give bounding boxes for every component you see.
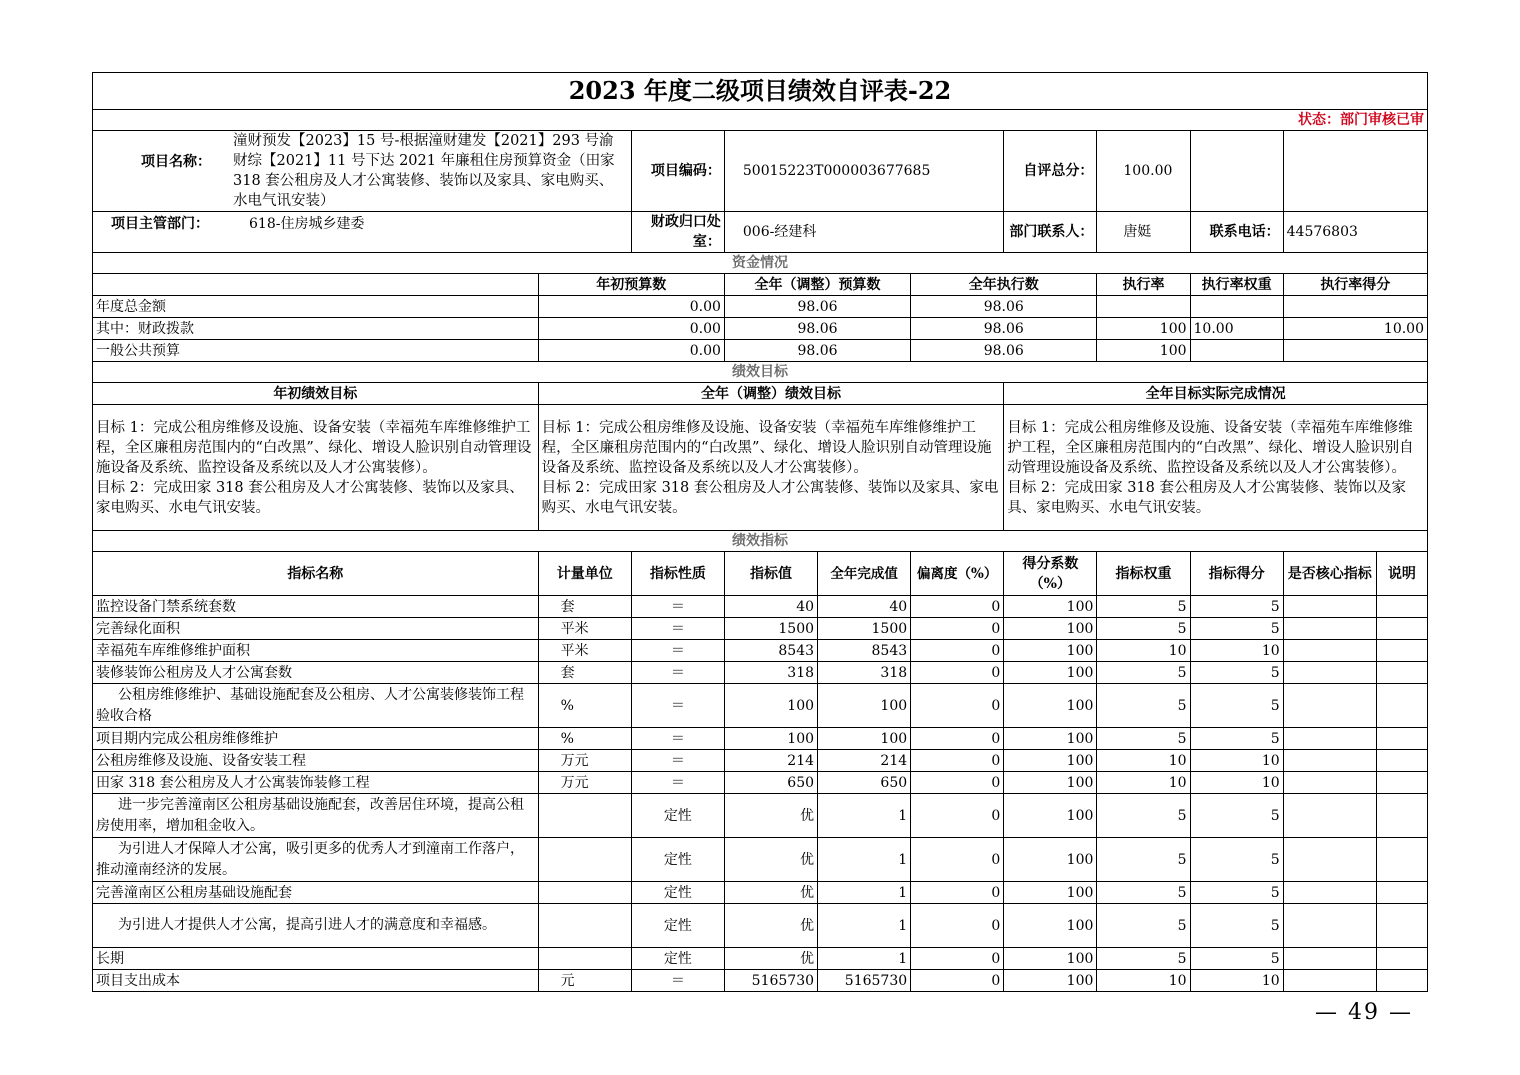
indicator-note bbox=[1376, 904, 1427, 948]
funds-adjusted: 98.06 bbox=[724, 340, 910, 362]
indicator-note bbox=[1376, 618, 1427, 640]
indicator-header-nature: 指标性质 bbox=[631, 552, 724, 596]
indicator-value: 40 bbox=[724, 596, 817, 618]
indicator-name: 完善潼南区公租房基础设施配套 bbox=[93, 882, 539, 904]
indicator-deviation: 0 bbox=[911, 970, 1004, 992]
indicator-coef: 100 bbox=[1004, 662, 1097, 684]
indicator-actual: 214 bbox=[818, 750, 911, 772]
indicator-core bbox=[1283, 596, 1376, 618]
funds-initial: 0.00 bbox=[538, 340, 724, 362]
indicator-header-actual: 全年完成值 bbox=[818, 552, 911, 596]
indicator-score: 5 bbox=[1190, 596, 1283, 618]
indicator-value: 优 bbox=[724, 904, 817, 948]
indicator-deviation: 0 bbox=[911, 750, 1004, 772]
indicator-coef: 100 bbox=[1004, 640, 1097, 662]
indicator-score: 10 bbox=[1190, 750, 1283, 772]
indicator-coef: 100 bbox=[1004, 838, 1097, 882]
indicator-row bbox=[93, 750, 1428, 772]
dept-cell bbox=[93, 212, 632, 253]
indicator-core bbox=[1283, 948, 1376, 970]
indicator-name: 完善绿化面积 bbox=[93, 618, 539, 640]
indicator-header-name: 指标名称 bbox=[93, 552, 539, 596]
indicator-core bbox=[1283, 618, 1376, 640]
funds-executed: 98.06 bbox=[911, 340, 1097, 362]
indicator-unit bbox=[538, 948, 631, 970]
indicator-row bbox=[93, 948, 1428, 970]
indicator-score: 10 bbox=[1190, 640, 1283, 662]
indicator-value: 318 bbox=[724, 662, 817, 684]
indicator-row bbox=[93, 640, 1428, 662]
indicator-score: 5 bbox=[1190, 684, 1283, 728]
indicator-note bbox=[1376, 970, 1427, 992]
indicator-core bbox=[1283, 882, 1376, 904]
indicator-actual: 100 bbox=[818, 684, 911, 728]
funds-row-name: 年度总金额 bbox=[93, 296, 539, 318]
indicator-score: 5 bbox=[1190, 794, 1283, 838]
indicator-row bbox=[93, 684, 1428, 728]
project-name-cell bbox=[93, 131, 632, 212]
indicator-unit: 平米 bbox=[538, 618, 631, 640]
indicator-score: 5 bbox=[1190, 662, 1283, 684]
indicator-score: 10 bbox=[1190, 970, 1283, 992]
indicator-value: 优 bbox=[724, 882, 817, 904]
indicator-row bbox=[93, 596, 1428, 618]
indicator-header-value: 指标值 bbox=[724, 552, 817, 596]
indicator-row bbox=[93, 618, 1428, 640]
indicator-name: 田家 318 套公租房及人才公寓装饰装修工程 bbox=[93, 772, 539, 794]
indicator-weight: 5 bbox=[1097, 794, 1190, 838]
indicator-unit bbox=[538, 838, 631, 882]
goals-header: 年初绩效目标 bbox=[93, 383, 539, 405]
indicator-name: 长期 bbox=[93, 948, 539, 970]
indicator-header-coef: 得分系数（%） bbox=[1004, 552, 1097, 596]
funds-executed: 98.06 bbox=[911, 318, 1097, 340]
indicator-name: 为引进人才保障人才公寓，吸引更多的优秀人才到潼南工作落户，推动潼南经济的发展。 bbox=[93, 838, 539, 882]
indicator-coef: 100 bbox=[1004, 772, 1097, 794]
indicator-core bbox=[1283, 640, 1376, 662]
indicator-score: 5 bbox=[1190, 882, 1283, 904]
indicator-deviation: 0 bbox=[911, 618, 1004, 640]
empty-cell bbox=[1190, 131, 1283, 212]
indicator-name: 项目期内完成公租房维修维护 bbox=[93, 728, 539, 750]
indicator-value: 214 bbox=[724, 750, 817, 772]
indicator-header-weight: 指标权重 bbox=[1097, 552, 1190, 596]
indicator-actual: 1 bbox=[818, 838, 911, 882]
indicator-value: 优 bbox=[724, 838, 817, 882]
indicators-section-title: 绩效指标 bbox=[93, 531, 1428, 552]
indicator-score: 5 bbox=[1190, 904, 1283, 948]
indicator-score: 5 bbox=[1190, 618, 1283, 640]
indicator-deviation: 0 bbox=[911, 794, 1004, 838]
indicator-deviation: 0 bbox=[911, 596, 1004, 618]
indicator-header-deviation: 偏离度（%） bbox=[911, 552, 1004, 596]
indicator-note bbox=[1376, 838, 1427, 882]
indicator-unit: 套 bbox=[538, 596, 631, 618]
indicator-value: 100 bbox=[724, 684, 817, 728]
goal-2-text: 目标 2：完成田家 318 套公租房及人才公寓装修、装饰以及家具、家电购买、水电气讯安装。 bbox=[96, 479, 524, 516]
score-label: 自评总分： bbox=[1004, 131, 1097, 212]
indicator-core bbox=[1283, 838, 1376, 882]
indicator-row bbox=[93, 970, 1428, 992]
funds-row bbox=[93, 340, 1428, 362]
indicator-coef: 100 bbox=[1004, 794, 1097, 838]
goals-section-title: 绩效目标 bbox=[93, 362, 1428, 383]
goal-2-text: 目标 2：完成田家 318 套公租房及人才公寓装修、装饰以及家具、家电购买、水电气讯安装。 bbox=[1007, 479, 1406, 516]
indicator-weight: 5 bbox=[1097, 948, 1190, 970]
indicator-note bbox=[1376, 662, 1427, 684]
indicator-note bbox=[1376, 596, 1427, 618]
indicator-nature: 定性 bbox=[631, 904, 724, 948]
indicator-unit bbox=[538, 904, 631, 948]
indicator-coef: 100 bbox=[1004, 596, 1097, 618]
funds-header: 全年（调整）预算数 bbox=[724, 274, 910, 296]
indicator-score: 5 bbox=[1190, 838, 1283, 882]
indicator-name: 公租房维修及设施、设备安装工程 bbox=[93, 750, 539, 772]
indicator-coef: 100 bbox=[1004, 728, 1097, 750]
goal-actual bbox=[1004, 405, 1428, 531]
indicator-core bbox=[1283, 750, 1376, 772]
indicator-unit bbox=[538, 882, 631, 904]
indicator-nature: ＝ bbox=[631, 772, 724, 794]
indicator-weight: 5 bbox=[1097, 662, 1190, 684]
indicator-row bbox=[93, 838, 1428, 882]
indicator-score: 5 bbox=[1190, 948, 1283, 970]
indicator-note bbox=[1376, 750, 1427, 772]
indicator-row bbox=[93, 794, 1428, 838]
goal-2-text: 目标 2：完成田家 318 套公租房及人才公寓装修、装饰以及家具、家电购买、水电气讯安装。 bbox=[541, 479, 999, 516]
indicator-actual: 5165730 bbox=[818, 970, 911, 992]
indicator-actual: 318 bbox=[818, 662, 911, 684]
goals-header: 全年（调整）绩效目标 bbox=[538, 383, 1004, 405]
indicator-row bbox=[93, 772, 1428, 794]
funds-score: 10.00 bbox=[1283, 318, 1427, 340]
funds-weight bbox=[1190, 296, 1283, 318]
goals-header: 全年目标实际完成情况 bbox=[1004, 383, 1428, 405]
indicator-deviation: 0 bbox=[911, 728, 1004, 750]
funds-adjusted: 98.06 bbox=[724, 296, 910, 318]
indicator-name: 装修装饰公租房及人才公寓套数 bbox=[93, 662, 539, 684]
indicator-unit: 元 bbox=[538, 970, 631, 992]
indicator-note bbox=[1376, 640, 1427, 662]
indicator-nature: ＝ bbox=[631, 970, 724, 992]
indicator-core bbox=[1283, 684, 1376, 728]
performance-table bbox=[92, 72, 1428, 992]
funds-header: 执行率权重 bbox=[1190, 274, 1283, 296]
goal-1-text: 目标 1：完成公租房维修及设施、设备安装（幸福苑车库维修维护工程，全区廉租房范围内的“白改黑”、绿化、增设人脸识别自动管理设施设备及系统、监控设备及系统以及人才公寓装修）。 bbox=[1007, 419, 1414, 476]
indicator-note bbox=[1376, 684, 1427, 728]
funds-row bbox=[93, 318, 1428, 340]
indicator-deviation: 0 bbox=[911, 684, 1004, 728]
indicator-header-unit: 计量单位 bbox=[538, 552, 631, 596]
indicator-core bbox=[1283, 728, 1376, 750]
indicator-name: 幸福苑车库维修维护面积 bbox=[93, 640, 539, 662]
indicator-name: 公租房维修维护、基础设施配套及公租房、人才公寓装修装饰工程验收合格 bbox=[93, 684, 539, 728]
funds-header: 全年执行数 bbox=[911, 274, 1097, 296]
indicator-deviation: 0 bbox=[911, 838, 1004, 882]
funds-score bbox=[1283, 296, 1427, 318]
indicator-nature: ＝ bbox=[631, 728, 724, 750]
funds-weight: 10.00 bbox=[1190, 318, 1283, 340]
indicator-unit: 万元 bbox=[538, 750, 631, 772]
phone-label: 联系电话： bbox=[1190, 212, 1283, 253]
indicator-note bbox=[1376, 794, 1427, 838]
indicator-weight: 5 bbox=[1097, 684, 1190, 728]
indicator-nature: ＝ bbox=[631, 684, 724, 728]
indicator-name: 进一步完善潼南区公租房基础设施配套，改善居住环境，提高公租房使用率，增加租金收入。 bbox=[93, 794, 539, 838]
indicator-weight: 5 bbox=[1097, 618, 1190, 640]
indicator-nature: ＝ bbox=[631, 618, 724, 640]
indicator-coef: 100 bbox=[1004, 882, 1097, 904]
indicator-deviation: 0 bbox=[911, 948, 1004, 970]
indicator-header-note: 说明 bbox=[1376, 552, 1427, 596]
goal-adjusted bbox=[538, 405, 1004, 531]
indicator-coef: 100 bbox=[1004, 970, 1097, 992]
funds-header: 执行率 bbox=[1097, 274, 1190, 296]
phone-value: 44576803 bbox=[1283, 212, 1427, 253]
page-title: 2023 年度二级项目绩效自评表-22 bbox=[93, 73, 1428, 110]
indicator-name: 项目支出成本 bbox=[93, 970, 539, 992]
indicator-name: 监控设备门禁系统套数 bbox=[93, 596, 539, 618]
empty-cell bbox=[1283, 131, 1427, 212]
indicator-actual: 40 bbox=[818, 596, 911, 618]
indicator-core bbox=[1283, 662, 1376, 684]
indicator-deviation: 0 bbox=[911, 662, 1004, 684]
indicator-actual: 1500 bbox=[818, 618, 911, 640]
funds-rate: 100 bbox=[1097, 318, 1190, 340]
indicator-unit: 万元 bbox=[538, 772, 631, 794]
funds-header: 执行率得分 bbox=[1283, 274, 1427, 296]
project-code-value: 50015223T000003677685 bbox=[724, 131, 1003, 212]
indicator-value: 1500 bbox=[724, 618, 817, 640]
dept-label: 项目主管部门： bbox=[111, 216, 209, 232]
indicator-core bbox=[1283, 904, 1376, 948]
indicator-core bbox=[1283, 970, 1376, 992]
indicator-nature: 定性 bbox=[631, 882, 724, 904]
indicator-unit bbox=[538, 794, 631, 838]
indicator-note bbox=[1376, 882, 1427, 904]
funds-weight bbox=[1190, 340, 1283, 362]
indicator-nature: ＝ bbox=[631, 662, 724, 684]
status-label: 状态：部门审核已审 bbox=[93, 110, 1428, 131]
indicator-actual: 1 bbox=[818, 948, 911, 970]
funds-score bbox=[1283, 340, 1427, 362]
goal-1-text: 目标 1：完成公租房维修及设施、设备安装（幸福苑车库维修维护工程，全区廉租房范围内的“白改黑”、绿化、增设人脸识别自动管理设施设备及系统、监控设备及系统以及人才公寓装修）。 bbox=[96, 419, 532, 476]
indicator-header-score: 指标得分 bbox=[1190, 552, 1283, 596]
project-name-label: 项目名称： bbox=[141, 154, 211, 170]
indicator-nature: ＝ bbox=[631, 750, 724, 772]
indicator-note bbox=[1376, 948, 1427, 970]
funds-rate: 100 bbox=[1097, 340, 1190, 362]
indicator-unit: 套 bbox=[538, 662, 631, 684]
funds-rate bbox=[1097, 296, 1190, 318]
indicator-score: 5 bbox=[1190, 728, 1283, 750]
funds-row bbox=[93, 296, 1428, 318]
indicator-value: 优 bbox=[724, 794, 817, 838]
funds-row-name: 一般公共预算 bbox=[93, 340, 539, 362]
indicator-nature: 定性 bbox=[631, 948, 724, 970]
funds-initial: 0.00 bbox=[538, 296, 724, 318]
indicator-value: 650 bbox=[724, 772, 817, 794]
indicator-nature: 定性 bbox=[631, 794, 724, 838]
page-number: — 49 — bbox=[1315, 1000, 1413, 1025]
indicator-weight: 10 bbox=[1097, 640, 1190, 662]
indicator-deviation: 0 bbox=[911, 904, 1004, 948]
indicator-row bbox=[93, 904, 1428, 948]
indicator-weight: 5 bbox=[1097, 838, 1190, 882]
indicator-rows bbox=[93, 596, 1428, 992]
indicator-actual: 1 bbox=[818, 794, 911, 838]
contact-value: 唐娗 bbox=[1097, 212, 1190, 253]
indicator-weight: 10 bbox=[1097, 772, 1190, 794]
indicator-coef: 100 bbox=[1004, 904, 1097, 948]
indicator-value: 5165730 bbox=[724, 970, 817, 992]
project-code-label: 项目编码： bbox=[631, 131, 724, 212]
indicator-score: 10 bbox=[1190, 772, 1283, 794]
indicator-deviation: 0 bbox=[911, 772, 1004, 794]
indicator-nature: ＝ bbox=[631, 640, 724, 662]
indicator-row bbox=[93, 728, 1428, 750]
funds-initial: 0.00 bbox=[538, 318, 724, 340]
indicator-weight: 5 bbox=[1097, 596, 1190, 618]
indicator-coef: 100 bbox=[1004, 948, 1097, 970]
indicator-coef: 100 bbox=[1004, 618, 1097, 640]
indicator-actual: 100 bbox=[818, 728, 911, 750]
indicator-note bbox=[1376, 772, 1427, 794]
indicator-weight: 5 bbox=[1097, 728, 1190, 750]
indicator-actual: 8543 bbox=[818, 640, 911, 662]
office-value: 006-经建科 bbox=[724, 212, 1003, 253]
indicator-value: 100 bbox=[724, 728, 817, 750]
indicator-weight: 5 bbox=[1097, 904, 1190, 948]
indicator-nature: 定性 bbox=[631, 838, 724, 882]
score-value: 100.00 bbox=[1097, 131, 1190, 212]
indicator-weight: 10 bbox=[1097, 970, 1190, 992]
indicator-unit: % bbox=[538, 728, 631, 750]
indicator-header-core: 是否核心指标 bbox=[1283, 552, 1376, 596]
funds-executed: 98.06 bbox=[911, 296, 1097, 318]
funds-section-title: 资金情况 bbox=[93, 253, 1428, 274]
indicator-row bbox=[93, 882, 1428, 904]
project-name-value: 潼财预发【2023】15 号-根据潼财建发【2021】293 号渝财综【2021】11 号下达 2021 年廉租住房预算资金（田家 318 套公租房及人才公寓装修、装饰以及家具、家电购买、水电气讯安装） bbox=[233, 133, 615, 209]
funds-row-name: 其中：财政拨款 bbox=[93, 318, 539, 340]
indicator-core bbox=[1283, 794, 1376, 838]
empty-cell bbox=[93, 274, 539, 296]
indicator-weight: 5 bbox=[1097, 882, 1190, 904]
indicator-coef: 100 bbox=[1004, 750, 1097, 772]
funds-header: 年初预算数 bbox=[538, 274, 724, 296]
indicator-nature: ＝ bbox=[631, 596, 724, 618]
indicator-note bbox=[1376, 728, 1427, 750]
indicator-unit: % bbox=[538, 684, 631, 728]
indicator-unit: 平米 bbox=[538, 640, 631, 662]
indicator-deviation: 0 bbox=[911, 882, 1004, 904]
indicator-row bbox=[93, 662, 1428, 684]
indicator-value: 8543 bbox=[724, 640, 817, 662]
contact-label: 部门联系人： bbox=[1004, 212, 1097, 253]
goal-1-text: 目标 1：完成公租房维修及设施、设备安装（幸福苑车库维修维护工程，全区廉租房范围内的“白改黑”、绿化、增设人脸识别自动管理设施设备及系统、监控设备及系统以及人才公寓装修）。 bbox=[541, 419, 992, 476]
indicator-actual: 1 bbox=[818, 904, 911, 948]
indicator-deviation: 0 bbox=[911, 640, 1004, 662]
indicator-actual: 650 bbox=[818, 772, 911, 794]
indicator-name: 为引进人才提供人才公寓，提高引进人才的满意度和幸福感。 bbox=[93, 904, 539, 948]
goal-initial bbox=[93, 405, 539, 531]
dept-value: 618-住房城乡建委 bbox=[249, 216, 365, 232]
indicator-core bbox=[1283, 772, 1376, 794]
indicator-value: 优 bbox=[724, 948, 817, 970]
funds-adjusted: 98.06 bbox=[724, 318, 910, 340]
indicator-coef: 100 bbox=[1004, 684, 1097, 728]
office-label: 财政归口处室： bbox=[631, 212, 724, 253]
indicator-actual: 1 bbox=[818, 882, 911, 904]
indicator-weight: 10 bbox=[1097, 750, 1190, 772]
